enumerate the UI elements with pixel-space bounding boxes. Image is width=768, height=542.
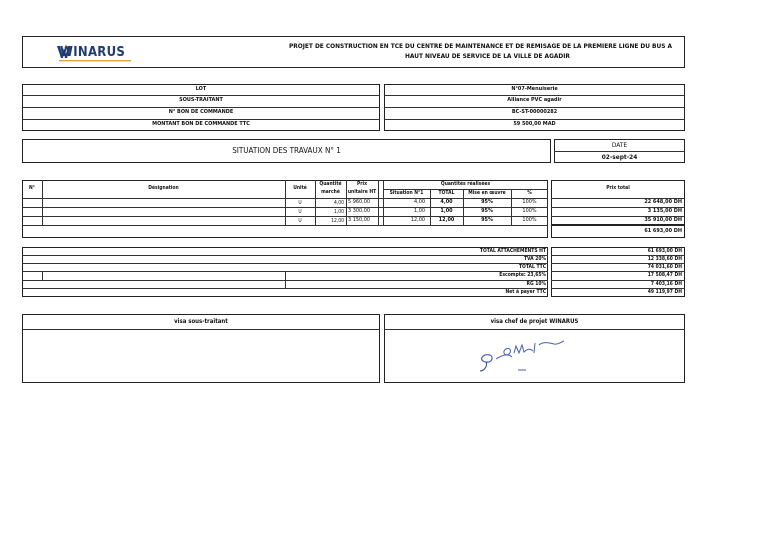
- header-price: Prix: [357, 181, 367, 187]
- tva-value: 12 338,60 DH: [647, 256, 682, 262]
- project-title-line2: HAUT NIVEAU DE SERVICE DE LA VILLE DE AGADIR: [405, 52, 570, 60]
- rg-label: RG 10%: [526, 281, 546, 287]
- info-divider: [22, 95, 380, 96]
- visa-subcontractor-label: visa sous-traitant: [174, 318, 228, 325]
- header-realized: Quantités réalisées: [440, 181, 491, 187]
- row-3-price-total: 35 910,00 DH: [644, 217, 682, 223]
- discount-value: 17 508,47 DH: [647, 272, 682, 278]
- subtotal-value: 61 693,00 DH: [644, 228, 682, 234]
- order-number-label: N° BON DE COMMANDE: [168, 109, 234, 115]
- subcontractor-label: SOUS-TRAITANT: [179, 97, 223, 103]
- order-amount-value: 59 500,00 MAD: [513, 121, 556, 127]
- row-line: [22, 207, 548, 208]
- row-3-total: 12,00: [438, 217, 455, 223]
- row-3-price: 3 150,00: [348, 217, 371, 223]
- row-2-unit: U: [298, 209, 302, 215]
- row-1-price: 5 960,00: [348, 199, 371, 205]
- info-divider: [384, 107, 685, 108]
- header-qty: Quantité: [319, 181, 342, 187]
- order-amount-label: MONTANT BON DE COMMANDE TTC: [152, 121, 250, 127]
- row-line: [22, 216, 548, 217]
- situation-title: SITUATION DES TRAVAUX N° 1: [232, 146, 341, 155]
- row-2-total: 1,00: [440, 208, 453, 214]
- visa-divider: [384, 329, 685, 330]
- header-qty-2: marché: [321, 189, 340, 195]
- discount-label: Escompte: 23,65%: [499, 272, 546, 278]
- row-1-price-total: 22 648,00 DH: [644, 199, 682, 205]
- row-1-qty: 4,00: [333, 200, 344, 206]
- totals-line: [22, 263, 548, 264]
- row-2-situation: 1,00: [413, 208, 425, 214]
- row-2-percent: 100%: [522, 208, 537, 214]
- row-2-price: 3 300,00: [348, 208, 371, 214]
- info-divider: [22, 107, 380, 108]
- date-value: 02-sept-24: [601, 153, 638, 161]
- company-logo: [55, 41, 135, 63]
- row-line: [22, 225, 548, 226]
- signature-image: [472, 333, 592, 378]
- info-divider: [384, 95, 685, 96]
- project-title-line1: PROJET DE CONSTRUCTION EN TCE DU CENTRE DE MAINTENANCE ET DE REMISAGE DE LA PREMIERE LIGNE DU BUS A: [289, 42, 672, 50]
- total-ttc-value: 74 031,60 DH: [647, 264, 682, 270]
- net-payable-label: Net à payer TTC: [505, 289, 546, 295]
- totals-line: [22, 255, 548, 256]
- lot-label: LOT: [195, 86, 207, 92]
- date-divider: [554, 151, 685, 152]
- header-unit: Unité: [293, 185, 307, 191]
- header-num: N°: [28, 185, 35, 191]
- visa-divider: [22, 329, 380, 330]
- row-1-in-progress: 95%: [481, 199, 493, 205]
- totals-col-line: [42, 271, 43, 280]
- info-divider: [384, 119, 685, 120]
- info-divider: [22, 119, 380, 120]
- rg-value: 7 403,16 DH: [650, 281, 682, 287]
- row-line: [22, 198, 548, 199]
- total-ht-value: 61 693,00 DH: [647, 248, 682, 254]
- row-2-qty: 1,00: [333, 209, 344, 215]
- header-in-progress: Mise en œuvre: [468, 190, 506, 196]
- order-number-value: BC-ST-00000282: [511, 109, 558, 115]
- visa-chief-label: visa chef de projet WINARUS: [490, 318, 579, 325]
- row-3-in-progress: 95%: [481, 217, 493, 223]
- row-3-situation: 12,00: [410, 217, 425, 223]
- total-ht-label: TOTAL ATTACHEMENTS HT: [479, 248, 546, 254]
- total-ttc-label: TOTAL TTC: [518, 264, 546, 270]
- header-total: TOTAL: [438, 190, 455, 196]
- row-1-percent: 100%: [522, 199, 537, 205]
- row-3-qty: 12,00: [331, 218, 344, 224]
- row-1-total: 4,00: [440, 199, 453, 205]
- col-line: [378, 180, 379, 225]
- subcontractor-value: Alliance PVC agadir: [507, 97, 562, 103]
- row-2-in-progress: 95%: [481, 208, 493, 214]
- row-1-unit: U: [298, 200, 302, 206]
- header-designation: Désignation: [148, 185, 179, 191]
- date-label: DATE: [611, 141, 628, 149]
- header-percent: %: [527, 190, 532, 196]
- logo-text: WINARUS: [60, 45, 126, 60]
- row-3-unit: U: [298, 218, 302, 224]
- header-price-2: unitaire HT: [347, 189, 377, 195]
- totals-line: [22, 288, 548, 289]
- row-3-percent: 100%: [522, 217, 537, 223]
- header-situation: Situation N°1: [389, 190, 424, 196]
- header-price-total: Prix total: [606, 185, 630, 191]
- net-payable-value: 49 119,97 DH: [647, 289, 682, 295]
- row-1-situation: 4,00: [413, 199, 425, 205]
- lot-value: N°07-Menuiserie: [511, 86, 558, 92]
- tva-label: TVA 20%: [523, 256, 546, 262]
- row-2-price-total: 3 135,00 DH: [647, 208, 682, 214]
